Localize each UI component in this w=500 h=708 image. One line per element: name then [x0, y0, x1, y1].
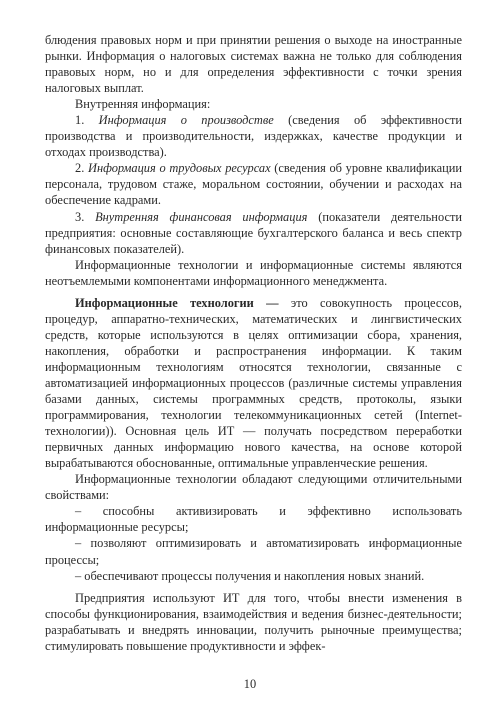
term-labor-info: Информация о трудовых ресурсах: [88, 161, 271, 176]
paragraph-it-properties-intro: Информационные технологии обладают следующими отличительными свойствами:: [45, 472, 462, 503]
list-item-production: [45, 112, 462, 160]
paragraph-tax-info: блюдения правовых норм и при принятии решения о выходе на иностранные рынки. Информация о налоговых системах важна не только для соблюдения правовых норм, но и для определения эффективности с точки зрения налоговых выплат.: [45, 33, 462, 96]
term-information-technologies: Информационные технологии —: [75, 295, 279, 310]
term-finance-info: Внутренняя финансовая информация: [95, 209, 308, 224]
page-number: 10: [243, 677, 257, 691]
list-item-description: (показатели деятельности предприятия: основные составляющие бухгалтерского баланса и весь спектр финансовых показателей).: [45, 209, 462, 256]
list-item-finance: [45, 209, 462, 257]
property-item: – способны активизировать и эффективно использовать информационные ресурсы;: [45, 504, 462, 535]
term-production-info: Информация о производстве: [98, 113, 274, 128]
list-item-description: (сведения об эффективности производства и производительности, издержках, качестве продукции и отходах производства).: [45, 113, 462, 160]
list-item-number: 3.: [75, 209, 85, 224]
paragraph-it-definition: [45, 295, 462, 472]
list-item-number: 1.: [75, 113, 85, 128]
property-item: – обеспечивают процессы получения и накопления новых знаний.: [75, 568, 425, 583]
paragraph-it-components: Информационные технологии и информационные системы являются неотъемлемыми компонентами информационного менеджмента.: [45, 257, 462, 288]
list-item-labor: [45, 160, 462, 208]
property-item: – позволяют оптимизировать и автоматизировать информационные процессы;: [45, 536, 462, 567]
definition-text: это совокупность процессов, процедур, аппаратно-технических, математических и лингвистических средств, которые используются в целях оптимизации сбора, хранения, накопления, обработки и распространения информации. К таким информационным технологиям относятся технологии, связанные с автоматизацией информационных процессов (различные системы управления базами данных, системы программных средств, протоколы, языки программирования, технологии телекоммуникационных сетей (Internet-технологии)). Основная цель ИТ — получать посредством переработки первичных данных информацию нового качества, на основе которой вырабатываются обоснованные, оптимальные управленческие решения.: [45, 295, 462, 471]
paragraph-enterprise-it-use: Предприятия используют ИТ для того, чтобы внести изменения в способы функционирования, взаимодействия и ведения бизнес-деятельности; разрабатывать и внедрять инновации, получить рыночные преимущества; стимулировать повышение продуктивности и эффек-: [45, 590, 462, 653]
list-item-number: 2.: [75, 161, 85, 176]
internal-info-heading: Внутренняя информация:: [75, 97, 211, 112]
list-item-description: (сведения об уровне квалификации персонала, трудовом стаже, моральном состоянии, обучении и расходах на обеспечение кадрами.: [45, 161, 462, 208]
